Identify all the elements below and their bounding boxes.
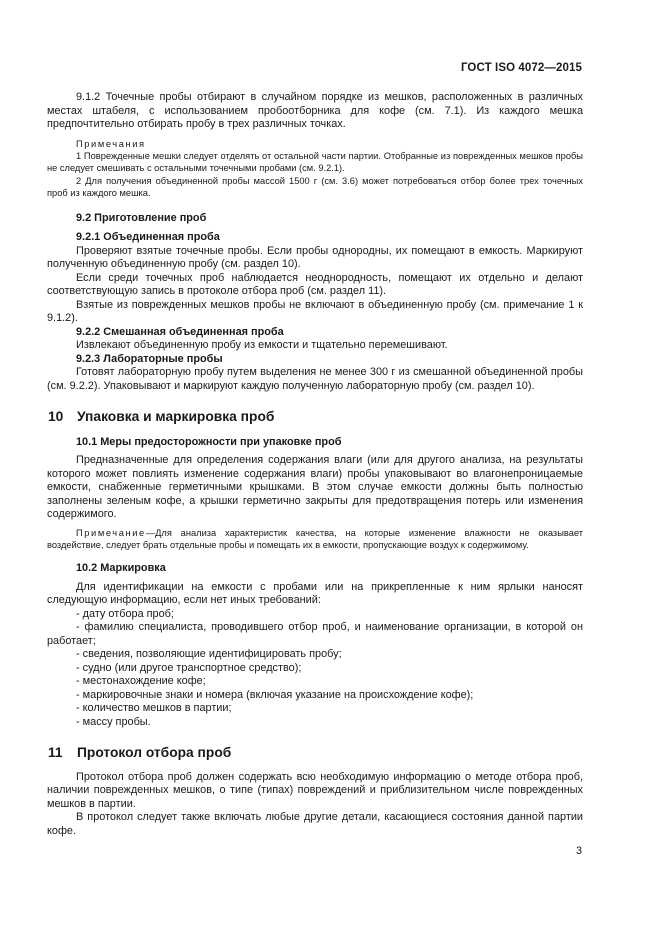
paragraph-9-2-2: Извлекают объединенную пробу из емкости и тщательно перемешивают. <box>76 339 448 352</box>
paragraph-9-1-2: 9.1.2 Точечные пробы отбирают в случайном порядке из мешков, расположенных в различных местах штабеля, с использованием пробоотборника для кофе (см. 7.1). Из каждого мешка предпочтительно отбирать пробу в трех различных точках. <box>47 91 583 130</box>
paragraph-10-1: Предназначенные для определения содержания влаги (или для другого анализа, на результаты которого может повлиять изменение содержания влаги) пробы упаковывают во влагонепроницаемые емкости, снабженные герметичными крышками. В этом случае емкости должны быть полностью заполнены зеленым кофе, а крышки герметично закрыты для предотвращения потерь или изменения содержимого. <box>47 454 583 521</box>
list-item: - фамилию специалиста, проводившего отбор проб, и наименование организации, в которой он работает; <box>47 621 583 647</box>
notes-heading: Примечания <box>76 138 146 149</box>
list-item: - местонахождение кофе; <box>76 675 206 688</box>
list-item: - дату отбора проб; <box>76 607 174 620</box>
paragraph-9-2-3: Готовят лабораторную пробу путем выделения не менее 300 г из смешанной объединенной пробы (см. 9.2.2). Упаковывают и маркируют каждую полученную лабораторную пробу (см. раздел 10). <box>47 366 583 392</box>
list-item: - маркировочные знаки и номера (включая указание на происхождение кофе); <box>76 688 474 701</box>
page-content <box>47 91 583 838</box>
list-item: - сведения, позволяющие идентифицировать пробу; <box>76 648 342 661</box>
standard-designation: ГОСТ ISO 4072—2015 <box>460 62 582 74</box>
paragraph-11-a: Протокол отбора проб должен содержать всю необходимую информацию о методе отбора проб, наличии поврежденных мешков, о типе (типах) повреждений и приблизительном числе поврежденных мешков в партии. <box>47 770 583 810</box>
heading-10-2: 10.2 Маркировка <box>76 562 166 575</box>
heading-section-10: 10 Упаковка и маркировка проб <box>48 409 275 425</box>
list-item: - массу пробы. <box>76 715 151 728</box>
note-1: 1 Поврежденные мешки следует отделять от остальной части партии. Отобранные из поврежденных мешков пробы не следует смешивать с остальными точечными пробами (см. 9.2.1). <box>47 150 583 174</box>
heading-10-1: 10.1 Меры предосторожности при упаковке проб <box>76 435 342 448</box>
page-number: 3 <box>575 845 582 857</box>
paragraph-9-2-1-a: Проверяют взятые точечные пробы. Если пробы однородны, их помещают в емкость. Маркируют полученную объединенную пробу (см. раздел 10). <box>47 244 583 271</box>
list-item: - судно (или другое транспортное средство); <box>76 661 302 674</box>
paragraph-10-2: Для идентификации на емкости с пробами или на прикрепленные к ним ярлыки наносят следующую информацию, если нет иных требований: <box>47 580 583 607</box>
heading-9-2-2: 9.2.2 Смешанная объединенная проба <box>76 325 284 338</box>
note-2: 2 Для получения объединенной пробы массой 1500 г (см. 3.6) может потребоваться отбор более трех точечных проб из каждого мешка. <box>47 175 583 199</box>
paragraph-9-2-1-c: Взятые из поврежденных мешков пробы не включают в объединенную пробу (см. примечание 1 к 9.1.2). <box>47 298 583 325</box>
list-item: - количество мешков в партии; <box>76 702 232 715</box>
note-10-1: Примечание—Для анализа характеристик качества, на которые изменение влажности не оказывает воздействие, следует брать отдельные пробы и помещать их в емкости, пропускающие воздух к содержимому. <box>47 527 583 550</box>
paragraph-9-2-1-b: Если среди точечных проб наблюдается неоднородность, помещают их отдельно и делают соответствующую запись в протоколе отбора проб (см. раздел 11). <box>47 271 583 298</box>
heading-section-11: 11 Протокол отбора проб <box>48 745 232 761</box>
paragraph-11-b: В протокол следует также включать любые другие детали, касающиеся состояния данной партии кофе. <box>47 811 583 837</box>
heading-9-2: 9.2 Приготовление проб <box>76 211 207 224</box>
heading-9-2-3: 9.2.3 Лабораторные пробы <box>76 352 223 365</box>
heading-9-2-1: 9.2.1 Объединенная проба <box>76 231 220 244</box>
